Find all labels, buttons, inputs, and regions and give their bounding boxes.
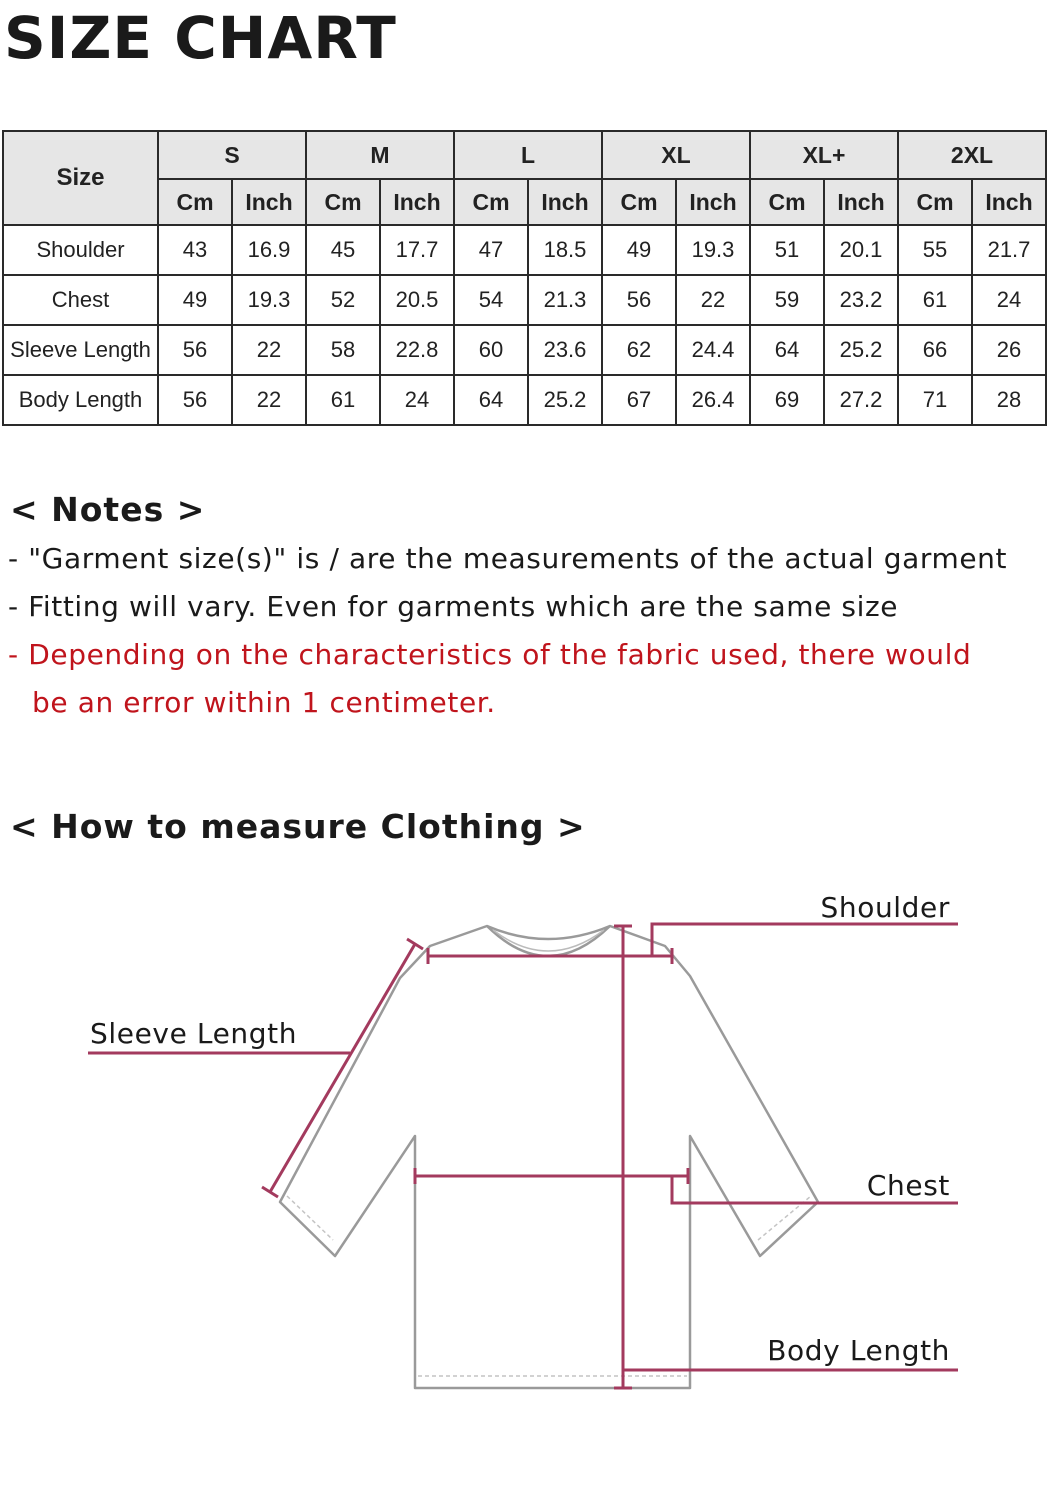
row-label: Sleeve Length bbox=[3, 325, 158, 375]
table-cell: 47 bbox=[454, 225, 528, 275]
size-header-m: M bbox=[306, 131, 454, 179]
table-cell: 24 bbox=[380, 375, 454, 425]
unit-header-inch: Inch bbox=[528, 179, 602, 225]
table-cell: 24.4 bbox=[676, 325, 750, 375]
table-cell: 22 bbox=[676, 275, 750, 325]
table-cell: 23.2 bbox=[824, 275, 898, 325]
table-cell: 66 bbox=[898, 325, 972, 375]
unit-header-inch: Inch bbox=[232, 179, 306, 225]
unit-header-inch: Inch bbox=[380, 179, 454, 225]
note-garment-size: - "Garment size(s)" is / are the measurements of the actual garment bbox=[8, 542, 1008, 575]
table-cell: 25.2 bbox=[528, 375, 602, 425]
table-cell: 56 bbox=[158, 325, 232, 375]
table-cell: 27.2 bbox=[824, 375, 898, 425]
row-label: Body Length bbox=[3, 375, 158, 425]
table-cell: 49 bbox=[158, 275, 232, 325]
unit-header-inch: Inch bbox=[676, 179, 750, 225]
size-header-xl: XL bbox=[602, 131, 750, 179]
size-header-l: L bbox=[454, 131, 602, 179]
table-cell: 19.3 bbox=[232, 275, 306, 325]
unit-header-inch: Inch bbox=[972, 179, 1046, 225]
table-cell: 45 bbox=[306, 225, 380, 275]
table-cell: 52 bbox=[306, 275, 380, 325]
note-fabric-error-continued: be an error within 1 centimeter. bbox=[32, 686, 496, 719]
table-cell: 56 bbox=[158, 375, 232, 425]
table-cell: 67 bbox=[602, 375, 676, 425]
page-title: SIZE CHART bbox=[4, 4, 397, 72]
unit-header-inch: Inch bbox=[824, 179, 898, 225]
table-cell: 21.3 bbox=[528, 275, 602, 325]
note-fabric-error: - Depending on the characteristics of the fabric used, there would bbox=[8, 638, 972, 671]
table-cell: 22 bbox=[232, 375, 306, 425]
how-to-measure-title: < How to measure Clothing > bbox=[10, 807, 586, 846]
body-length-label: Body Length bbox=[767, 1334, 950, 1367]
table-cell: 56 bbox=[602, 275, 676, 325]
table-cell: 62 bbox=[602, 325, 676, 375]
row-label: Shoulder bbox=[3, 225, 158, 275]
table-cell: 69 bbox=[750, 375, 824, 425]
unit-header-cm: Cm bbox=[306, 179, 380, 225]
note-fitting: - Fitting will vary. Even for garments which are the same size bbox=[8, 590, 899, 623]
sleeve-length-label: Sleeve Length bbox=[90, 1017, 298, 1050]
unit-header-cm: Cm bbox=[158, 179, 232, 225]
table-cell: 23.6 bbox=[528, 325, 602, 375]
unit-header-cm: Cm bbox=[454, 179, 528, 225]
table-cell: 58 bbox=[306, 325, 380, 375]
table-cell: 55 bbox=[898, 225, 972, 275]
table-cell: 20.1 bbox=[824, 225, 898, 275]
size-header-xl-plus: XL+ bbox=[750, 131, 898, 179]
table-cell: 43 bbox=[158, 225, 232, 275]
size-column-header: Size bbox=[3, 131, 158, 225]
table-cell: 18.5 bbox=[528, 225, 602, 275]
shirt-illustration bbox=[280, 926, 818, 1388]
table-cell: 71 bbox=[898, 375, 972, 425]
table-cell: 17.7 bbox=[380, 225, 454, 275]
table-cell: 60 bbox=[454, 325, 528, 375]
table-row bbox=[3, 375, 1046, 425]
table-row bbox=[3, 275, 1046, 325]
table-cell: 26 bbox=[972, 325, 1046, 375]
shoulder-label: Shoulder bbox=[820, 891, 950, 924]
table-cell: 22.8 bbox=[380, 325, 454, 375]
notes-title: < Notes > bbox=[10, 490, 206, 529]
table-cell: 61 bbox=[306, 375, 380, 425]
table-cell: 28 bbox=[972, 375, 1046, 425]
table-cell: 21.7 bbox=[972, 225, 1046, 275]
table-cell: 64 bbox=[750, 325, 824, 375]
table-cell: 49 bbox=[602, 225, 676, 275]
table-cell: 61 bbox=[898, 275, 972, 325]
table-cell: 25.2 bbox=[824, 325, 898, 375]
size-chart-table bbox=[2, 130, 1047, 426]
unit-header-cm: Cm bbox=[750, 179, 824, 225]
table-cell: 20.5 bbox=[380, 275, 454, 325]
table-cell: 16.9 bbox=[232, 225, 306, 275]
table-row bbox=[3, 325, 1046, 375]
chest-label: Chest bbox=[866, 1169, 950, 1202]
table-cell: 54 bbox=[454, 275, 528, 325]
table-cell: 22 bbox=[232, 325, 306, 375]
size-header-s: S bbox=[158, 131, 306, 179]
row-label: Chest bbox=[3, 275, 158, 325]
unit-header-cm: Cm bbox=[898, 179, 972, 225]
table-row bbox=[3, 225, 1046, 275]
table-cell: 19.3 bbox=[676, 225, 750, 275]
table-cell: 64 bbox=[454, 375, 528, 425]
table-cell: 51 bbox=[750, 225, 824, 275]
table-cell: 59 bbox=[750, 275, 824, 325]
table-cell: 24 bbox=[972, 275, 1046, 325]
unit-header-cm: Cm bbox=[602, 179, 676, 225]
measurement-diagram bbox=[0, 860, 1053, 1500]
size-header-2xl: 2XL bbox=[898, 131, 1046, 179]
size-table-body bbox=[3, 225, 1046, 425]
table-cell: 26.4 bbox=[676, 375, 750, 425]
